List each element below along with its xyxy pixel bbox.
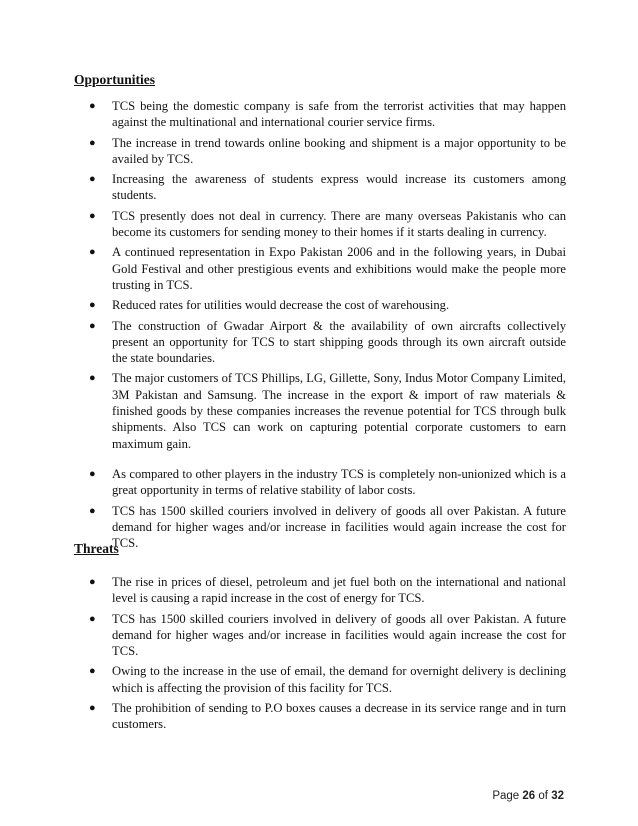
bullet-icon: ● xyxy=(89,319,96,332)
list-item: ● The prohibition of sending to P.O boxes causes a decrease in its service range and in turn customers. xyxy=(89,701,566,732)
bullet-icon: ● xyxy=(89,665,96,678)
bullet-icon: ● xyxy=(89,100,96,112)
opportunities-list xyxy=(74,98,566,555)
page-number: 26 xyxy=(522,790,536,802)
list-item: ● As compared to other players in the industry TCS is completely non-unionized which is a great opportunity in terms of relative stability of labor costs. xyxy=(89,466,566,498)
bullet-icon: ● xyxy=(89,246,96,259)
threats-list xyxy=(74,574,566,737)
list-item: ● TCS has 1500 skilled couriers involved in delivery of goods all over Pakistan. A future demand for higher wages and/or increase in facilities would again increase the cost for TCS. xyxy=(89,503,566,551)
list-item: ● TCS has 1500 skilled couriers involved in delivery of goods all over Pakistan. A future demand for higher wages and/or increase in facilities would again increase the cost for TCS. xyxy=(89,611,566,659)
list-item: ● Owing to the increase in the use of email, the demand for overnight delivery is declining which is affecting the provision of this facility for TCS. xyxy=(89,664,566,695)
list-item: ● A continued representation in Expo Pakistan 2006 and in the following years, in Dubai Gold Festival and other prestigious events and exhibitions would make the people more trusting in TCS. xyxy=(89,245,566,292)
bullet-icon: ● xyxy=(89,702,96,715)
list-item: ● Increasing the awareness of students express would increase its customers among students. xyxy=(89,172,566,203)
bullet-icon: ● xyxy=(89,209,96,222)
page-word: Page xyxy=(492,790,520,802)
opportunities-heading: Opportunities xyxy=(74,72,156,87)
of-word: of xyxy=(538,790,548,802)
list-item: ● The rise in prices of diesel, petroleum and jet fuel both on the international and national level is causing a rapid increase in the cost of energy for TCS. xyxy=(89,575,566,606)
bullet-icon: ● xyxy=(89,136,96,149)
list-item: ● The increase in trend towards online booking and shipment is a major opportunity to be availed by TCS. xyxy=(89,135,566,166)
list-item: ● TCS presently does not deal in currency. There are many overseas Pakistanis who can become its customers for sending money to their homes if it starts dealing in currency. xyxy=(89,208,566,240)
bullet-icon: ● xyxy=(89,576,96,588)
bullet-icon: ● xyxy=(89,504,96,517)
page-footer xyxy=(492,790,564,802)
list-item: ● The construction of Gwadar Airport & the availability of own aircrafts collectively present an opportunity for TCS to start shipping goods through its own aircraft outside the state boundaries. xyxy=(89,318,566,366)
list-item: ● TCS being the domestic company is safe from the terrorist activities that may happen against the multinational and international courier service firms. xyxy=(89,99,566,130)
bullet-icon: ● xyxy=(89,173,96,186)
threats-heading: Threats xyxy=(74,541,119,556)
bullet-icon: ● xyxy=(89,612,96,625)
total-pages: 32 xyxy=(551,790,564,802)
bullet-icon: ● xyxy=(89,372,96,385)
bullet-icon: ● xyxy=(89,467,96,480)
list-item: ● The major customers of TCS Phillips, LG, Gillette, Sony, Indus Motor Company Limited, 3M Pakistan and Samsung. The increase in the export & import of raw materials & finished goods by these companies increases the revenue potential for TCS through bulk shipments. Also TCS can work on capturing potential corporate customers to earn maximum gain. xyxy=(89,371,566,451)
list-item: ● Reduced rates for utilities would decrease the cost of warehousing. xyxy=(89,298,450,313)
bullet-icon: ● xyxy=(89,299,96,312)
